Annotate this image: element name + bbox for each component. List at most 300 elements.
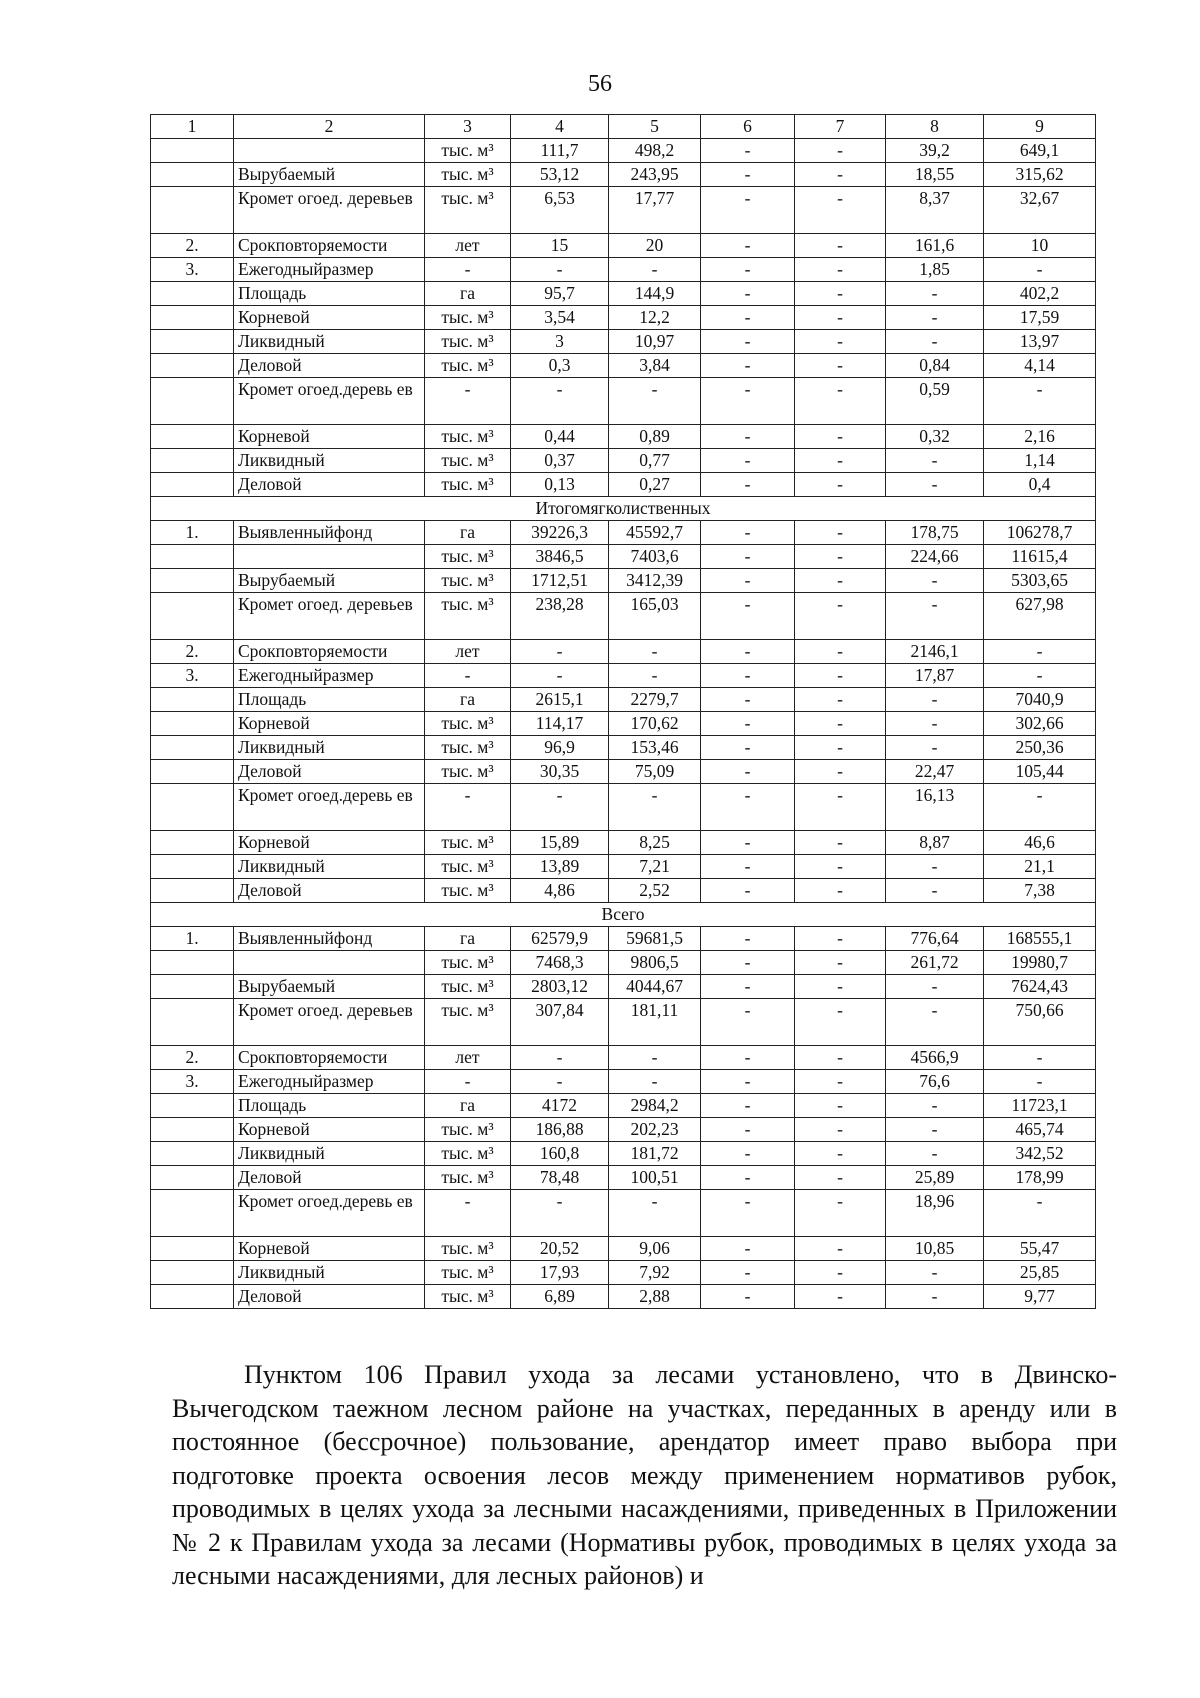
table-cell: - [795,545,886,569]
table-cell: 0,89 [609,425,701,449]
unit-cell: - [425,664,511,688]
table-cell [151,330,234,354]
indicator-name-cell: Ликвидный [234,1261,425,1285]
table-cell: - [886,449,984,473]
table-cell: 0,77 [609,449,701,473]
table-cell: - [795,736,886,760]
table-cell: 3412,39 [609,569,701,593]
table-row [151,784,1096,831]
table-cell: 160,8 [511,1142,609,1166]
table-cell [151,760,234,784]
indicator-name-cell: Ликвидный [234,855,425,879]
indicator-name-cell: Срокповторяемости [234,640,425,664]
table-cell: 10,97 [609,330,701,354]
table-cell: 100,51 [609,1166,701,1190]
indicator-name-cell: Деловой [234,1285,425,1309]
table-cell [151,378,234,425]
indicator-name-cell: Ликвидный [234,449,425,473]
table-cell: 9806,5 [609,951,701,975]
table-cell: 39226,3 [511,521,609,545]
table-cell: 22,47 [886,760,984,784]
table-cell: - [701,855,795,879]
table-cell: 3. [151,664,234,688]
table-cell: 0,84 [886,354,984,378]
table-cell: 10,85 [886,1237,984,1261]
table-cell: 7403,6 [609,545,701,569]
table-row [151,927,1096,951]
table-cell: 95,7 [511,282,609,306]
table-cell: - [701,163,795,187]
unit-cell: га [425,1094,511,1118]
table-cell: - [795,760,886,784]
indicator-name-cell: Кромет огоед. деревьев [234,187,425,234]
table-cell: - [701,354,795,378]
unit-cell: тыс. м³ [425,187,511,234]
table-row [151,1046,1096,1070]
table-cell [151,879,234,903]
table-cell: - [886,688,984,712]
table-cell: - [609,258,701,282]
unit-cell: тыс. м³ [425,306,511,330]
table-cell [151,784,234,831]
table-cell: 3,54 [511,306,609,330]
table-cell: 1,85 [886,258,984,282]
table-cell [151,163,234,187]
table-cell: 202,23 [609,1118,701,1142]
header-cell: 2 [234,115,425,139]
table-cell: - [701,664,795,688]
table-cell: - [795,784,886,831]
table-cell: 3846,5 [511,545,609,569]
table-cell: - [701,975,795,999]
unit-cell: тыс. м³ [425,569,511,593]
section-header-row [151,497,1096,521]
indicator-name-cell: Кромет огоед. деревьев [234,999,425,1046]
table-cell: 3,84 [609,354,701,378]
table-cell: 178,75 [886,521,984,545]
table-cell: 170,62 [609,712,701,736]
table-row [151,760,1096,784]
unit-cell: тыс. м³ [425,951,511,975]
table-cell: - [701,640,795,664]
table-cell: 3 [511,330,609,354]
unit-cell: тыс. м³ [425,354,511,378]
table-cell: 2,88 [609,1285,701,1309]
indicator-name-cell: Вырубаемый [234,975,425,999]
table-cell: - [701,1166,795,1190]
table-cell: - [795,1285,886,1309]
table-cell: - [795,1142,886,1166]
table-cell [151,1261,234,1285]
table-cell: 11615,4 [984,545,1096,569]
indicator-name-cell: Деловой [234,354,425,378]
table-cell: 7,38 [984,879,1096,903]
table-cell: 2803,12 [511,975,609,999]
table-cell: - [795,521,886,545]
table-cell [151,187,234,234]
table-cell: - [701,258,795,282]
table-cell: - [511,1190,609,1237]
table-cell: 161,6 [886,234,984,258]
table-cell: 0,27 [609,473,701,497]
header-cell: 1 [151,115,234,139]
table-row [151,473,1096,497]
table-cell [151,831,234,855]
table-cell: - [795,1166,886,1190]
table-cell [151,449,234,473]
table-cell: - [701,425,795,449]
table-cell: - [701,330,795,354]
table-cell: 5303,65 [984,569,1096,593]
unit-cell: тыс. м³ [425,1166,511,1190]
table-cell: 0,32 [886,425,984,449]
table-cell: - [886,712,984,736]
table-cell: - [886,569,984,593]
table-cell: 6,89 [511,1285,609,1309]
table-cell: 1712,51 [511,569,609,593]
table-cell: 627,98 [984,593,1096,640]
table-cell: 9,77 [984,1285,1096,1309]
indicator-name-cell: Площадь [234,688,425,712]
table-cell: 96,9 [511,736,609,760]
table-cell: 8,37 [886,187,984,234]
table-row [151,1237,1096,1261]
indicator-name-cell: Ежегодныйразмер [234,1070,425,1094]
table-cell [151,282,234,306]
indicator-name-cell: Площадь [234,282,425,306]
indicator-name-cell: Срокповторяемости [234,234,425,258]
table-cell: 238,28 [511,593,609,640]
table-cell: 16,13 [886,784,984,831]
table-cell: - [511,640,609,664]
table-cell: - [795,1070,886,1094]
table-cell: 0,59 [886,378,984,425]
table-cell: - [701,1118,795,1142]
header-cell: 5 [609,115,701,139]
table-cell: - [795,951,886,975]
table-cell: 186,88 [511,1118,609,1142]
table-cell: - [701,736,795,760]
table-cell: - [886,282,984,306]
table-cell: 181,72 [609,1142,701,1166]
table-cell: 10 [984,234,1096,258]
table-cell: - [609,378,701,425]
unit-cell: тыс. м³ [425,1118,511,1142]
header-cell: 3 [425,115,511,139]
table-cell: - [795,999,886,1046]
table-cell [151,688,234,712]
unit-cell: - [425,378,511,425]
table-cell: - [984,664,1096,688]
unit-cell: тыс. м³ [425,163,511,187]
table-cell [151,1237,234,1261]
table-cell: 776,64 [886,927,984,951]
table-cell: 0,4 [984,473,1096,497]
table-cell: - [701,569,795,593]
indicator-name-cell: Ликвидный [234,736,425,760]
table-cell: 0,37 [511,449,609,473]
table-cell: - [795,187,886,234]
indicator-name-cell: Корневой [234,306,425,330]
table-cell [151,1142,234,1166]
table-cell: 4,14 [984,354,1096,378]
table-cell: 19980,7 [984,951,1096,975]
table-cell: - [795,139,886,163]
table-cell: - [886,999,984,1046]
table-cell: 76,6 [886,1070,984,1094]
table-cell: - [795,688,886,712]
table-cell: 17,59 [984,306,1096,330]
forest-data-table [150,114,1096,1309]
table-cell: 168555,1 [984,927,1096,951]
table-cell: 250,36 [984,736,1096,760]
table-cell: - [795,1094,886,1118]
table-cell: - [511,784,609,831]
table-cell: - [701,282,795,306]
unit-cell: тыс. м³ [425,330,511,354]
unit-cell: тыс. м³ [425,1142,511,1166]
table-cell: 153,46 [609,736,701,760]
table-cell: - [609,1070,701,1094]
table-cell: - [701,306,795,330]
header-cell: 6 [701,115,795,139]
table-cell: - [795,234,886,258]
table-cell: - [886,1261,984,1285]
section-title: Итогомягколиственных [151,497,1096,521]
unit-cell: га [425,282,511,306]
table-row [151,1285,1096,1309]
indicator-name-cell: Площадь [234,1094,425,1118]
table-cell: 62579,9 [511,927,609,951]
table-row [151,664,1096,688]
table-cell: 39,2 [886,139,984,163]
table-row [151,736,1096,760]
indicator-name-cell: Ежегодныйразмер [234,258,425,282]
table-cell: 307,84 [511,999,609,1046]
table-cell: 7624,43 [984,975,1096,999]
table-cell: 2279,7 [609,688,701,712]
table-cell: 25,89 [886,1166,984,1190]
table-row [151,521,1096,545]
table-cell [151,1118,234,1142]
table-cell: - [511,1046,609,1070]
table-cell: - [984,1190,1096,1237]
unit-cell: тыс. м³ [425,975,511,999]
table-cell: 4566,9 [886,1046,984,1070]
unit-cell: тыс. м³ [425,1237,511,1261]
table-cell: 2,16 [984,425,1096,449]
table-cell: - [886,975,984,999]
table-row [151,951,1096,975]
table-cell: - [701,187,795,234]
table-cell [151,425,234,449]
table-cell: - [701,473,795,497]
table-row [151,879,1096,903]
table-cell: - [795,975,886,999]
unit-cell: - [425,258,511,282]
section-title: Всего [151,903,1096,927]
table-cell: - [701,1237,795,1261]
table-cell: - [701,1285,795,1309]
table-row [151,354,1096,378]
table-cell [151,1285,234,1309]
table-row [151,593,1096,640]
indicator-name-cell: Корневой [234,712,425,736]
unit-cell: тыс. м³ [425,999,511,1046]
table-cell: - [984,1046,1096,1070]
indicator-name-cell: Корневой [234,1118,425,1142]
table-cell [151,1190,234,1237]
page-number: 56 [588,71,612,97]
unit-cell: тыс. м³ [425,425,511,449]
table-cell [151,736,234,760]
table-cell: - [795,927,886,951]
table-cell: - [795,712,886,736]
table-cell [151,139,234,163]
table-cell: - [609,1046,701,1070]
unit-cell: тыс. м³ [425,139,511,163]
unit-cell: лет [425,234,511,258]
indicator-name-cell: Ликвидный [234,1142,425,1166]
table-cell: - [795,282,886,306]
table-cell: - [795,1046,886,1070]
unit-cell: га [425,688,511,712]
table-cell: 25,85 [984,1261,1096,1285]
table-row [151,688,1096,712]
table-cell: - [795,1190,886,1237]
unit-cell: - [425,784,511,831]
table-cell: 750,66 [984,999,1096,1046]
table-cell: 181,11 [609,999,701,1046]
table-cell: - [795,593,886,640]
table-cell: 165,03 [609,593,701,640]
unit-cell: тыс. м³ [425,1285,511,1309]
table-cell: - [511,1070,609,1094]
table-cell: - [984,640,1096,664]
table-cell: - [701,449,795,473]
table-row [151,258,1096,282]
table-cell [151,1094,234,1118]
table-cell: - [886,1285,984,1309]
table-cell: - [886,736,984,760]
table-cell: 11723,1 [984,1094,1096,1118]
table-cell: 261,72 [886,951,984,975]
table-row [151,1142,1096,1166]
table-cell: - [701,1094,795,1118]
table-cell: 45592,7 [609,521,701,545]
table-cell: - [701,593,795,640]
table-cell: 1. [151,927,234,951]
table-cell: - [701,1070,795,1094]
table-cell: 224,66 [886,545,984,569]
table-cell: 1,14 [984,449,1096,473]
table-row [151,1190,1096,1237]
table-cell: - [984,378,1096,425]
table-cell [151,712,234,736]
table-cell: 465,74 [984,1118,1096,1142]
table-row [151,306,1096,330]
table-cell: 2984,2 [609,1094,701,1118]
table-cell: - [701,234,795,258]
table-cell [151,999,234,1046]
table-cell: 8,87 [886,831,984,855]
table-row [151,712,1096,736]
table-cell: 21,1 [984,855,1096,879]
table-row [151,187,1096,234]
indicator-name-cell: Срокповторяемости [234,1046,425,1070]
table-cell: - [886,1094,984,1118]
table-cell: - [701,784,795,831]
table-cell: 144,9 [609,282,701,306]
unit-cell: лет [425,1046,511,1070]
table-cell: 111,7 [511,139,609,163]
table-cell: 0,44 [511,425,609,449]
unit-cell: тыс. м³ [425,473,511,497]
unit-cell: лет [425,640,511,664]
table-cell [151,473,234,497]
table-cell: 0,3 [511,354,609,378]
table-cell: 9,06 [609,1237,701,1261]
indicator-name-cell: Корневой [234,1237,425,1261]
table-cell: - [701,378,795,425]
table-cell: 106278,7 [984,521,1096,545]
table-cell: - [511,258,609,282]
table-cell: - [984,258,1096,282]
table-cell: - [795,425,886,449]
table-row [151,855,1096,879]
table-cell: - [886,473,984,497]
unit-cell: тыс. м³ [425,449,511,473]
table-cell: 32,67 [984,187,1096,234]
table-cell [151,545,234,569]
table-cell: - [511,664,609,688]
table-cell: 8,25 [609,831,701,855]
table-cell: - [886,855,984,879]
table-cell: 4,86 [511,879,609,903]
table-cell: - [886,330,984,354]
table-cell: 3. [151,1070,234,1094]
indicator-name-cell: Деловой [234,879,425,903]
table-cell: 114,17 [511,712,609,736]
table-row [151,425,1096,449]
table-cell: 178,99 [984,1166,1096,1190]
table-cell: 18,55 [886,163,984,187]
indicator-name-cell: Вырубаемый [234,569,425,593]
table-row [151,975,1096,999]
unit-cell: тыс. м³ [425,760,511,784]
table-cell: - [886,1142,984,1166]
table-row [151,1070,1096,1094]
table-cell: - [886,306,984,330]
table-cell: - [609,784,701,831]
header-cell: 9 [984,115,1096,139]
table-cell: 2146,1 [886,640,984,664]
table-cell: - [511,378,609,425]
table-cell: 0,13 [511,473,609,497]
unit-cell: тыс. м³ [425,879,511,903]
table-cell: 2. [151,234,234,258]
table-cell: - [795,569,886,593]
table-cell: - [609,640,701,664]
table-cell: - [984,784,1096,831]
unit-cell: тыс. м³ [425,1261,511,1285]
table-cell: - [795,831,886,855]
table-row [151,1118,1096,1142]
table-cell [151,569,234,593]
table-cell: 13,97 [984,330,1096,354]
indicator-name-cell [234,139,425,163]
table-cell: - [795,1261,886,1285]
